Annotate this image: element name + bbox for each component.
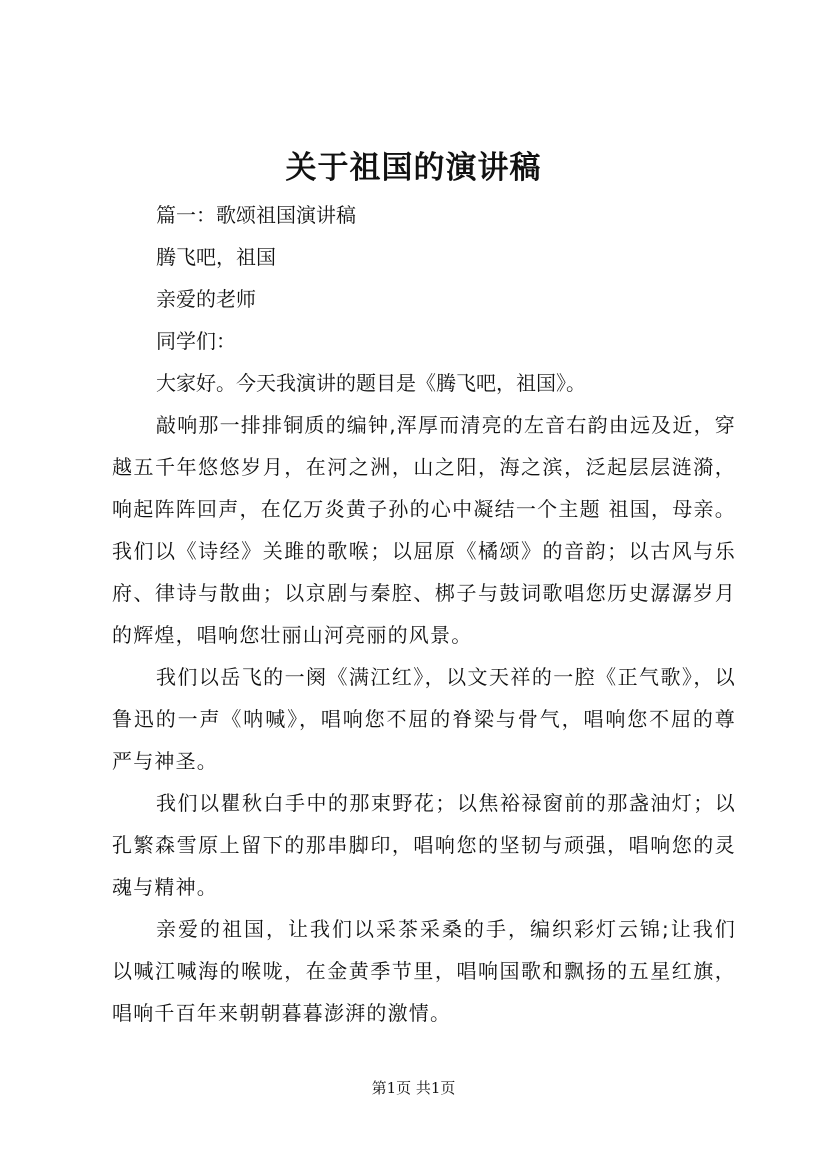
document-title: 关于祖国的演讲稿: [285, 150, 542, 186]
salutation-teachers: 亲爱的老师: [156, 287, 256, 311]
paragraph-2: 我们以岳飞的一阕《满江红》，以文天祥的一腔《正气歌》，以鲁迅的一声《呐喊》，唱响您不屈的脊梁与骨气，唱响您不屈的尊严与神圣。: [112, 665, 736, 773]
paragraph-1: 敲响那一排排铜质的编钟,浑厚而清亮的左音右韵由远及近，穿越五千年悠悠岁月，在河之洲，山之阳，海之滨，泛起层层涟漪，响起阵阵回声，在亿万炎黄子孙的心中凝结一个主题 祖国，母亲。我们以《诗经》关雎的歌喉；以屈原《橘颂》的音韵；以古风与乐府、律诗与散曲；以京剧与秦腔、梆子与鼓词歌唱您历史潺潺岁月的辉煌，唱响您壮丽山河亮丽的风景。: [112, 413, 736, 647]
section-heading: 篇一：歌颂祖国演讲稿: [156, 203, 356, 227]
salutation-students: 同学们：: [156, 329, 236, 353]
document-body: [112, 194, 736, 1034]
paragraph-4: 亲爱的祖国，让我们以采茶采桑的手，编织彩灯云锦;让我们以喊江喊海的喉咙，在金黄季节里，唱响国歌和飘扬的五星红旗，唱响千百年来朝朝暮暮澎湃的激情。: [112, 917, 736, 1025]
speech-title: 腾飞吧，祖国: [156, 245, 276, 269]
paragraph-3: 我们以瞿秋白手中的那束野花；以焦裕禄窗前的那盏油灯；以孔繁森雪原上留下的那串脚印，唱响您的坚韧与顽强，唱响您的灵魂与精神。: [112, 791, 736, 899]
page-footer: 第1页 共1页: [371, 1079, 456, 1097]
greeting-line: 大家好。今天我演讲的题目是《腾飞吧，祖国》。: [156, 371, 586, 395]
